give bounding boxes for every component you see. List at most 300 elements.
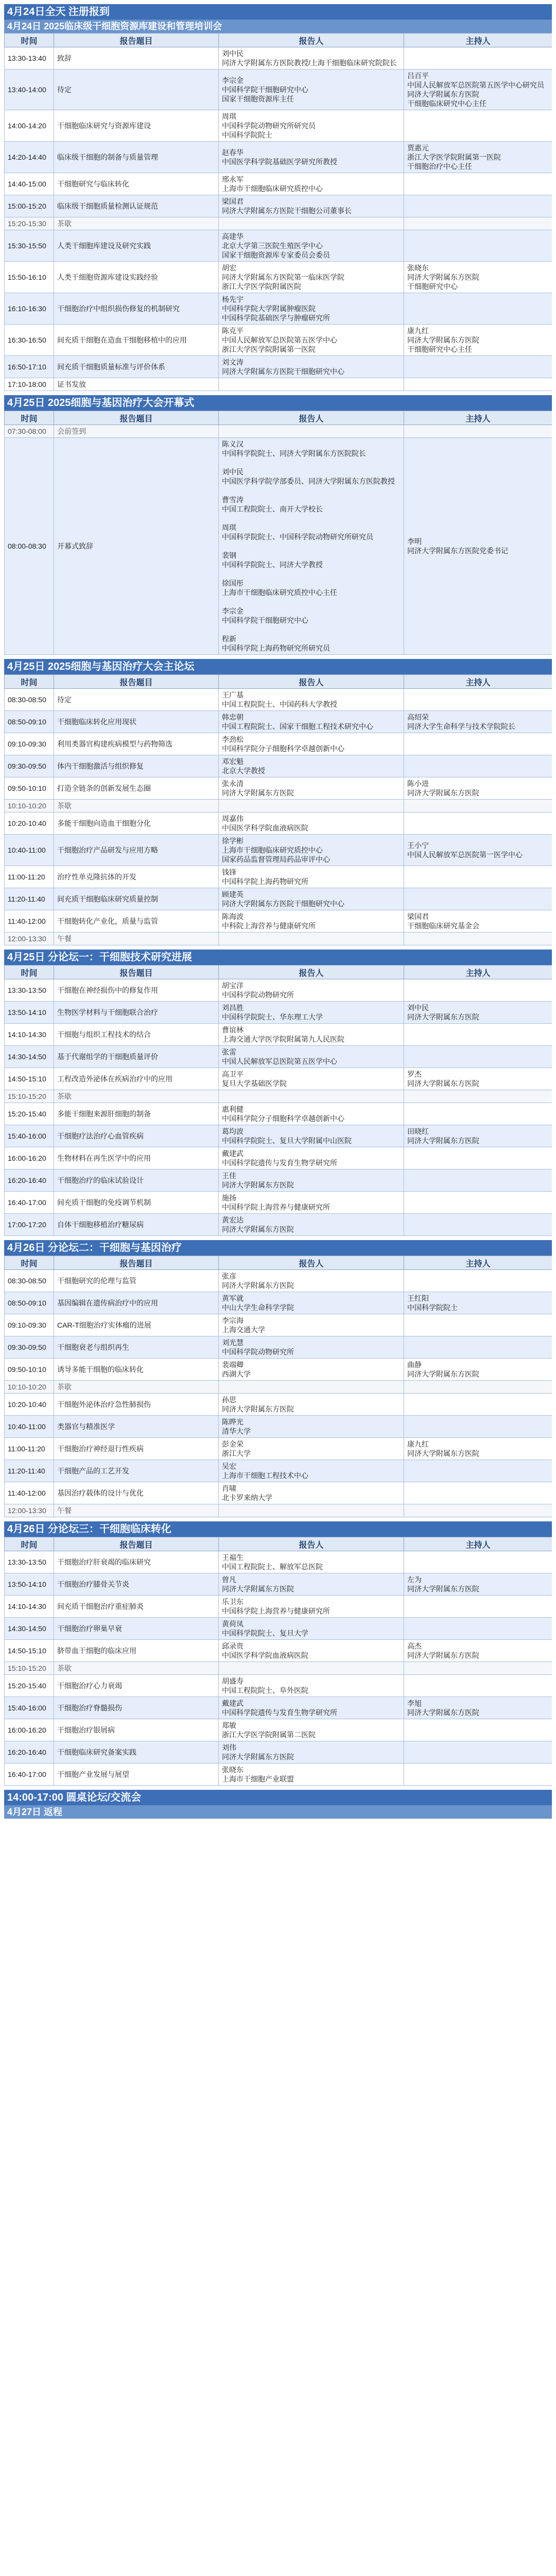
cell-time: 12:00-13:30 (5, 933, 54, 945)
cell-time: 15:10-15:20 (5, 1662, 54, 1675)
cell-speaker: 陈克平 中国人民解放军总医院第五医学中心 浙江大学医学院附属第一医院 (219, 325, 404, 356)
section-subtitle: 4月27日 返程 (4, 1805, 552, 1819)
table-row (5, 325, 552, 356)
cell-speaker: 胡盛寿 中国工程院院士、阜外医院 (219, 1675, 404, 1697)
agenda-section (4, 950, 552, 1236)
cell-time: 08:30-08:50 (5, 689, 54, 711)
cell-host (404, 47, 552, 70)
cell-topic: 间充质干细胞的免疫调节机制 (54, 1192, 219, 1214)
table-row (5, 711, 552, 733)
cell-host (404, 293, 552, 325)
cell-topic: 间充质干细胞治疗重症肺炎 (54, 1596, 219, 1618)
cell-topic: 干细胞治疗产品研发与应用方略 (54, 835, 219, 866)
cell-topic: 干细胞研究的伦理与监管 (54, 1270, 219, 1292)
cell-time: 11:40-12:00 (5, 910, 54, 933)
agenda-page (4, 4, 552, 1823)
table-row (5, 1002, 552, 1024)
cell-time: 13:30-13:40 (5, 47, 54, 70)
cell-topic: 干细胞临床研究与资源库建设 (54, 110, 219, 142)
cell-time: 12:00-13:30 (5, 1504, 54, 1517)
cell-time: 14:30-14:50 (5, 1618, 54, 1640)
column-header: 报告题目 (54, 965, 219, 979)
table-row (5, 1214, 552, 1236)
table-row (5, 1046, 552, 1068)
cell-topic: 自体干细胞移植治疗糖尿病 (54, 1214, 219, 1236)
cell-speaker (219, 378, 404, 391)
cell-time: 09:10-09:30 (5, 1314, 54, 1336)
table-row (5, 230, 552, 262)
table-row (5, 1125, 552, 1147)
cell-host (404, 755, 552, 777)
column-header: 主持人 (404, 33, 552, 47)
section-title: 4月25日 分论坛一：干细胞技术研究进展 (4, 950, 552, 965)
column-header: 时间 (5, 411, 54, 425)
cell-host (404, 866, 552, 888)
cell-time: 13:50-14:10 (5, 1573, 54, 1596)
cell-topic: 间充质干细胞临床研究质量控制 (54, 888, 219, 910)
cell-host (404, 733, 552, 755)
table-row (5, 755, 552, 777)
section-title: 4月25日 2025细胞与基因治疗大会主论坛 (4, 659, 552, 674)
cell-speaker: 高建华 北京大学第三医院生殖医学中心 国家干细胞资源库专家委员会委员 (219, 230, 404, 262)
agenda-table (4, 1256, 552, 1517)
cell-host (404, 1381, 552, 1394)
cell-time: 16:20-16:40 (5, 1741, 54, 1764)
cell-topic: 多能干细胞来源肝细胞的制备 (54, 1103, 219, 1125)
cell-speaker: 胡宝洋 中国科学院动物研究所 (219, 979, 404, 1002)
cell-time: 16:30-16:50 (5, 325, 54, 356)
table-row (5, 438, 552, 655)
cell-topic: 干细胞在神经损伤中的修复作用 (54, 979, 219, 1002)
cell-host: 高绍荣 同济大学生命科学与技术学院院长 (404, 711, 552, 733)
cell-speaker: 陈义汉 中国科学院院士、同济大学附属东方医院院长 刘中民 中国医学科学院学部委员、同济大学附属东方医院教授 曹雪涛 中国工程院院士、南开大学校长 周琪 中国科学院院士、中国科学院动物研究所研究员 裴钢 中国科学院院士、同济大学教授 徐国彤 上海市干细胞临床研究质控中心主任 李宗金 中国科学院干细胞研究中心 程新 中国科学院上海药物研究所研究员 (219, 438, 404, 655)
cell-speaker: 黄军就 中山大学生命科学学院 (219, 1292, 404, 1314)
cell-speaker: 周琪 中国科学院动物研究所研究员 中国科学院院士 (219, 110, 404, 142)
cell-host (404, 1596, 552, 1618)
cell-host (404, 1314, 552, 1336)
cell-host: 王小宁 中国人民解放军总医院第一医学中心 (404, 835, 552, 866)
column-header: 报告人 (219, 675, 404, 689)
table-row (5, 1719, 552, 1741)
cell-host (404, 1270, 552, 1292)
table-row (5, 356, 552, 378)
cell-host (404, 110, 552, 142)
cell-time: 10:20-10:40 (5, 1394, 54, 1416)
cell-topic: 人类干细胞库建设及研究实践 (54, 230, 219, 262)
section-title: 4月26日 分论坛三：干细胞临床转化 (4, 1521, 552, 1537)
cell-host (404, 1719, 552, 1741)
section-title: 4月26日 分论坛二：干细胞与基因治疗 (4, 1240, 552, 1256)
table-row (5, 70, 552, 110)
table-header-row (5, 1256, 552, 1270)
cell-time: 09:30-09:50 (5, 755, 54, 777)
cell-time: 13:30-13:50 (5, 1551, 54, 1573)
table-row (5, 1381, 552, 1394)
cell-time: 15:00-15:20 (5, 195, 54, 217)
table-header-row (5, 33, 552, 47)
cell-speaker: 裴端卿 西湖大学 (219, 1359, 404, 1381)
cell-topic: 致辞 (54, 47, 219, 70)
table-row (5, 47, 552, 70)
cell-speaker: 李宗金 中国科学院干细胞研究中心 国家干细胞资源库主任 (219, 70, 404, 110)
cell-speaker: 王福生 中国工程院院士、解放军总医院 (219, 1551, 404, 1573)
cell-topic: 证书发放 (54, 378, 219, 391)
cell-topic: 会前签到 (54, 425, 219, 438)
cell-speaker: 郑敏 浙江大学医学院附属第二医院 (219, 1719, 404, 1741)
cell-host (404, 1147, 552, 1170)
cell-topic: 茶歇 (54, 800, 219, 812)
cell-host: 吕百平 中国人民解放军总医院第五医学中心研究员 同济大学附属东方医院 干细胞临床研究中心主任 (404, 70, 552, 110)
cell-speaker: 邢永军 上海市干细胞临床研究质控中心 (219, 173, 404, 195)
table-row (5, 142, 552, 173)
cell-time: 14:30-14:50 (5, 1046, 54, 1068)
table-row (5, 425, 552, 438)
cell-speaker: 施扬 中国科学院上海营养与健康研究所 (219, 1192, 404, 1214)
cell-host (404, 1764, 552, 1786)
table-row (5, 733, 552, 755)
cell-speaker: 张永清 同济大学附属东方医院 (219, 777, 404, 800)
table-row (5, 910, 552, 933)
cell-speaker (219, 425, 404, 438)
column-header: 报告题目 (54, 33, 219, 47)
cell-time: 10:20-10:40 (5, 812, 54, 835)
cell-speaker (219, 1381, 404, 1394)
cell-time: 16:00-16:20 (5, 1719, 54, 1741)
cell-speaker: 王广基 中国工程院院士、中国药科大学教授 (219, 689, 404, 711)
cell-time: 08:50-09:10 (5, 1292, 54, 1314)
section-title: 4月25日 2025细胞与基因治疗大会开幕式 (4, 395, 552, 411)
cell-time: 09:10-09:30 (5, 733, 54, 755)
cell-topic: 干细胞治疗膝骨关节炎 (54, 1573, 219, 1596)
cell-topic: 干细胞临床转化应用现状 (54, 711, 219, 733)
cell-topic: 待定 (54, 70, 219, 110)
column-header: 主持人 (404, 675, 552, 689)
agenda-table (4, 33, 552, 391)
cell-host: 李旭 同济大学附属东方医院 (404, 1697, 552, 1719)
column-header: 时间 (5, 1256, 54, 1270)
table-row (5, 933, 552, 945)
cell-host (404, 933, 552, 945)
cell-time: 11:00-11:20 (5, 1438, 54, 1460)
agenda-table (4, 411, 552, 655)
cell-host (404, 1482, 552, 1504)
cell-topic: 干细胞临床研究备案实践 (54, 1741, 219, 1764)
cell-speaker: 邓宏魁 北京大学教授 (219, 755, 404, 777)
cell-time: 08:30-08:50 (5, 1270, 54, 1292)
table-row (5, 1482, 552, 1504)
column-header: 主持人 (404, 1537, 552, 1551)
table-row (5, 1697, 552, 1719)
cell-time: 17:10-18:00 (5, 378, 54, 391)
cell-host (404, 173, 552, 195)
table-row (5, 1741, 552, 1764)
cell-speaker: 张晓东 上海市干细胞产业联盟 (219, 1764, 404, 1786)
table-row (5, 1551, 552, 1573)
table-row (5, 1573, 552, 1596)
cell-topic: 类器官与精准医学 (54, 1416, 219, 1438)
table-row (5, 1170, 552, 1192)
cell-host (404, 1460, 552, 1482)
cell-host (404, 1741, 552, 1764)
cell-speaker: 曹谊林 上海交通大学医学院附属第九人民医院 (219, 1024, 404, 1046)
cell-time: 14:10-14:30 (5, 1596, 54, 1618)
table-row (5, 378, 552, 391)
cell-topic: 干细胞疗法治疗心血管疾病 (54, 1125, 219, 1147)
cell-topic: 体内干细胞激活与组织修复 (54, 755, 219, 777)
cell-time: 15:20-15:40 (5, 1103, 54, 1125)
table-header-row (5, 411, 552, 425)
cell-host (404, 425, 552, 438)
cell-time: 14:50-15:10 (5, 1068, 54, 1090)
cell-speaker: 曾凡 同济大学附属东方医院 (219, 1573, 404, 1596)
section-title: 14:00-17:00 圆桌论坛/交流会 (4, 1790, 552, 1805)
agenda-table (4, 965, 552, 1236)
cell-host: 陈小进 同济大学附属东方医院 (404, 777, 552, 800)
cell-speaker: 戴建武 中国科学院遗传与发育生物学研究所 (219, 1697, 404, 1719)
agenda-section (4, 1240, 552, 1517)
cell-topic: 基因治疗载体的设计与优化 (54, 1482, 219, 1504)
cell-time: 16:20-16:40 (5, 1170, 54, 1192)
cell-speaker: 乐卫东 中国科学院上海营养与健康研究所 (219, 1596, 404, 1618)
cell-speaker: 周嘉伟 中国医学科学院血液病医院 (219, 812, 404, 835)
agenda-section (4, 395, 552, 655)
cell-topic: 干细胞治疗脊髓损伤 (54, 1697, 219, 1719)
cell-speaker: 徐学彬 上海市干细胞临床研究质控中心 国家药品监督管理局药品审评中心 (219, 835, 404, 866)
agenda-table (4, 674, 552, 945)
table-row (5, 1192, 552, 1214)
agenda-section (4, 4, 552, 391)
cell-topic: 待定 (54, 689, 219, 711)
cell-topic: 临床级干细胞质量检测认证规范 (54, 195, 219, 217)
agenda-section (4, 659, 552, 945)
table-header-row (5, 1537, 552, 1551)
cell-host (404, 1416, 552, 1438)
cell-topic: 临床级干细胞的制备与质量管理 (54, 142, 219, 173)
cell-speaker: 刘文涛 同济大学附属东方医院干细胞研究中心 (219, 356, 404, 378)
table-row (5, 1336, 552, 1359)
cell-speaker: 肖啸 北卡罗来纳大学 (219, 1482, 404, 1504)
cell-host (404, 812, 552, 835)
cell-topic: 基于代谢组学的干细胞质量评价 (54, 1046, 219, 1068)
cell-speaker: 刘昌胜 中国科学院院士、华东理工大学 (219, 1002, 404, 1024)
table-row (5, 1147, 552, 1170)
cell-topic: 干细胞与组织工程技术的结合 (54, 1024, 219, 1046)
cell-speaker: 刘光慧 中国科学院动物研究所 (219, 1336, 404, 1359)
cell-topic: 工程改造外泌体在疾病治疗中的应用 (54, 1068, 219, 1090)
cell-time: 16:40-17:00 (5, 1192, 54, 1214)
cell-speaker: 韩忠朝 中国工程院院士、国家干细胞工程技术研究中心 (219, 711, 404, 733)
cell-host (404, 1170, 552, 1192)
cell-host (404, 1394, 552, 1416)
table-row (5, 689, 552, 711)
cell-topic: 干细胞产业发展与展望 (54, 1764, 219, 1786)
cell-speaker: 葛均波 中国科学院院士、复旦大学附属中山医院 (219, 1125, 404, 1147)
cell-host (404, 1103, 552, 1125)
table-row (5, 1460, 552, 1482)
cell-time: 13:40-14:00 (5, 70, 54, 110)
cell-host: 罗杰 同济大学附属东方医院 (404, 1068, 552, 1090)
cell-time: 15:20-15:30 (5, 217, 54, 230)
table-row (5, 888, 552, 910)
cell-topic: 基因编辑在遗传病治疗中的应用 (54, 1292, 219, 1314)
cell-speaker: 王佳 同济大学附属东方医院 (219, 1170, 404, 1192)
cell-time: 17:00-17:20 (5, 1214, 54, 1236)
column-header: 主持人 (404, 965, 552, 979)
cell-topic: 干细胞治疗肝衰竭的临床研究 (54, 1551, 219, 1573)
column-header: 报告人 (219, 1256, 404, 1270)
cell-host (404, 1214, 552, 1236)
cell-time: 10:10-10:20 (5, 800, 54, 812)
cell-time: 15:20-15:40 (5, 1675, 54, 1697)
table-row (5, 979, 552, 1002)
column-header: 时间 (5, 1537, 54, 1551)
cell-speaker: 刘伟 同济大学附属东方医院 (219, 1741, 404, 1764)
cell-time: 16:50-17:10 (5, 356, 54, 378)
cell-speaker: 黄宏达 同济大学附属东方医院 (219, 1214, 404, 1236)
cell-speaker: 赵春华 中国医学科学院基础医学研究所教授 (219, 142, 404, 173)
table-header-row (5, 675, 552, 689)
column-header: 时间 (5, 675, 54, 689)
column-header: 报告题目 (54, 1256, 219, 1270)
cell-speaker: 钱锋 中国科学院上海药物研究所 (219, 866, 404, 888)
agenda-section (4, 1790, 552, 1819)
cell-host (404, 1336, 552, 1359)
table-row (5, 1090, 552, 1103)
cell-speaker (219, 1504, 404, 1517)
cell-topic: 生物医学材料与干细胞联合治疗 (54, 1002, 219, 1024)
table-row (5, 866, 552, 888)
cell-speaker (219, 800, 404, 812)
cell-speaker: 戴建武 中国科学院遗传与发育生物学研究所 (219, 1147, 404, 1170)
cell-speaker: 陈晔光 清华大学 (219, 1416, 404, 1438)
cell-host: 贾惠元 浙江大学医学院附属第一医院 干细胞治疗中心主任 (404, 142, 552, 173)
table-row (5, 1394, 552, 1416)
cell-time: 13:30-13:50 (5, 979, 54, 1002)
cell-topic: 打造全链条的创新发展生态圈 (54, 777, 219, 800)
cell-time: 09:50-10:10 (5, 1359, 54, 1381)
cell-topic: 午餐 (54, 933, 219, 945)
cell-topic: 开幕式致辞 (54, 438, 219, 655)
cell-time: 14:20-14:40 (5, 142, 54, 173)
table-row (5, 1292, 552, 1314)
cell-time: 10:10-10:20 (5, 1381, 54, 1394)
table-row (5, 1024, 552, 1046)
cell-host: 康九红 同济大学附属东方医院 (404, 1438, 552, 1460)
cell-host: 曲静 同济大学附属东方医院 (404, 1359, 552, 1381)
section-subtitle: 4月24日 2025临床级干细胞资源库建设和管理培训会 (4, 20, 552, 33)
section-title: 4月24日全天 注册报到 (4, 4, 552, 20)
table-row (5, 262, 552, 293)
table-row (5, 195, 552, 217)
cell-topic: 干细胞外泌体治疗急性肺损伤 (54, 1394, 219, 1416)
cell-speaker: 吴宏 上海市干细胞工程技术中心 (219, 1460, 404, 1482)
cell-host (404, 800, 552, 812)
table-header-row (5, 965, 552, 979)
cell-topic: 生物材料在再生医学中的应用 (54, 1147, 219, 1170)
cell-topic: 干细胞研究与临床转化 (54, 173, 219, 195)
cell-topic: 茶歇 (54, 1381, 219, 1394)
table-row (5, 1438, 552, 1460)
cell-time: 14:40-15:00 (5, 173, 54, 195)
cell-topic: 干细胞衰老与组织再生 (54, 1336, 219, 1359)
table-row (5, 777, 552, 800)
column-header: 主持人 (404, 411, 552, 425)
cell-time: 10:40-11:00 (5, 835, 54, 866)
cell-topic: 干细胞产品的工艺开发 (54, 1460, 219, 1482)
cell-speaker: 邱录贵 中国医学科学院血液病医院 (219, 1640, 404, 1662)
table-row (5, 293, 552, 325)
cell-host (404, 1618, 552, 1640)
table-row (5, 1504, 552, 1517)
table-row (5, 1675, 552, 1697)
cell-topic: 干细胞治疗神经退行性疾病 (54, 1438, 219, 1460)
cell-host: 王红阳 中国科学院院士 (404, 1292, 552, 1314)
table-row (5, 1416, 552, 1438)
table-row (5, 1270, 552, 1292)
cell-time: 14:00-14:20 (5, 110, 54, 142)
cell-host: 李明 同济大学附属东方医院党委书记 (404, 438, 552, 655)
cell-time: 09:30-09:50 (5, 1336, 54, 1359)
cell-host (404, 378, 552, 391)
cell-time: 08:00-08:30 (5, 438, 54, 655)
cell-speaker: 李劲松 中国科学院分子细胞科学卓越创新中心 (219, 733, 404, 755)
cell-speaker: 惠利健 中国科学院分子细胞科学卓越创新中心 (219, 1103, 404, 1125)
cell-host (404, 1504, 552, 1517)
cell-host: 左为 同济大学附属东方医院 (404, 1573, 552, 1596)
table-row (5, 1596, 552, 1618)
cell-time: 07:30-08:00 (5, 425, 54, 438)
cell-speaker: 孙思 同济大学附属东方医院 (219, 1394, 404, 1416)
table-row (5, 1103, 552, 1125)
cell-host: 刘中民 同济大学附属东方医院 (404, 1002, 552, 1024)
table-row (5, 1618, 552, 1640)
cell-speaker: 杨先宇 中国科学院大学附属肿瘤医院 中国科学院基础医学与肿瘤研究所 (219, 293, 404, 325)
cell-topic: 治疗性单克隆抗体的开发 (54, 866, 219, 888)
cell-topic: 茶歇 (54, 1662, 219, 1675)
cell-speaker: 梁国君 同济大学附属东方医院干细胞公司董事长 (219, 195, 404, 217)
cell-speaker: 彭金荣 浙江大学 (219, 1438, 404, 1460)
cell-host (404, 1046, 552, 1068)
agenda-table (4, 1537, 552, 1786)
cell-topic: 人类干细胞资源库建设实践经验 (54, 262, 219, 293)
cell-host (404, 356, 552, 378)
cell-topic: 干细胞治疗卵巢早衰 (54, 1618, 219, 1640)
cell-topic: 干细胞转化产业化，质量与监管 (54, 910, 219, 933)
cell-time: 11:00-11:20 (5, 866, 54, 888)
cell-time: 11:20-11:40 (5, 1460, 54, 1482)
cell-time: 16:10-16:30 (5, 293, 54, 325)
cell-time: 11:40-12:00 (5, 1482, 54, 1504)
cell-topic: 干细胞治疗心力衰竭 (54, 1675, 219, 1697)
cell-time: 15:10-15:20 (5, 1090, 54, 1103)
table-row (5, 835, 552, 866)
cell-time: 09:50-10:10 (5, 777, 54, 800)
cell-host (404, 230, 552, 262)
cell-time: 15:40-16:00 (5, 1125, 54, 1147)
cell-time: 14:50-15:10 (5, 1640, 54, 1662)
cell-time: 11:20-11:40 (5, 888, 54, 910)
table-row (5, 1764, 552, 1786)
cell-time: 15:40-16:00 (5, 1697, 54, 1719)
cell-host (404, 1024, 552, 1046)
cell-speaker: 高卫平 复旦大学基础医学院 (219, 1068, 404, 1090)
column-header: 报告人 (219, 965, 404, 979)
table-row (5, 1068, 552, 1090)
cell-speaker (219, 933, 404, 945)
cell-host (404, 195, 552, 217)
cell-speaker: 张彦 同济大学附属东方医院 (219, 1270, 404, 1292)
table-row (5, 1359, 552, 1381)
